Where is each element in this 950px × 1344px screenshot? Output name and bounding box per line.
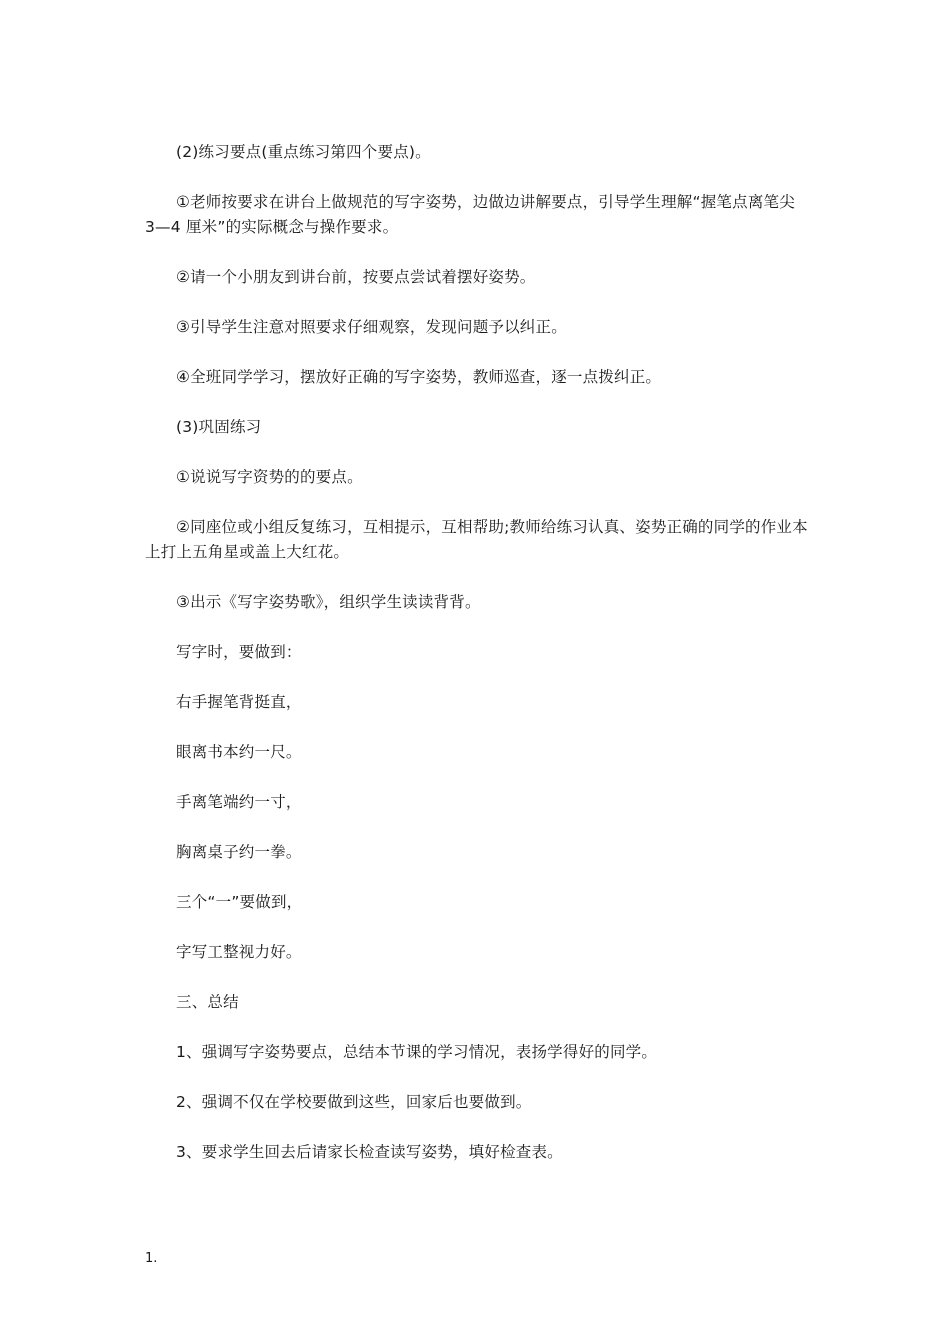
paragraph: ②同座位或小组反复练习，互相提示，互相帮助;教师给练习认真、姿势正确的同学的作业本上打上五角星或盖上大红花。 bbox=[145, 518, 808, 561]
paragraph: ③引导学生注意对照要求仔细观察，发现问题予以纠正。 bbox=[176, 318, 567, 336]
paragraph: ③出示《写字姿势歌》，组织学生读读背背。 bbox=[176, 593, 481, 611]
paragraph: 3、要求学生回去后请家长检查读写姿势，填好检查表。 bbox=[176, 1143, 563, 1161]
paragraph: 2、强调不仅在学校要做到这些，回家后也要做到。 bbox=[176, 1093, 532, 1111]
paragraph: 写字时，要做到： bbox=[176, 643, 302, 661]
document-body bbox=[145, 140, 809, 1190]
paragraph: (2)练习要点(重点练习第四个要点)。 bbox=[176, 143, 431, 161]
paragraph: ④全班同学学习，摆放好正确的写字姿势，教师巡查，逐一点拨纠正。 bbox=[176, 368, 662, 386]
poem-line: 字写工整视力好。 bbox=[176, 943, 302, 961]
poem-line: 三个“一”要做到， bbox=[176, 893, 303, 911]
paragraph: ①说说写字资势的的要点。 bbox=[176, 468, 363, 486]
paragraph: ②请一个小朋友到讲台前，按要点尝试着摆好姿势。 bbox=[176, 268, 536, 286]
poem-line: 眼离书本约一尺。 bbox=[176, 743, 302, 761]
section-heading: 三、总结 bbox=[176, 993, 239, 1011]
poem-line: 胸离桌子约一拳。 bbox=[176, 843, 302, 861]
section-heading: (3)巩固练习 bbox=[176, 418, 262, 436]
poem-line: 右手握笔背挺直， bbox=[176, 693, 302, 711]
paragraph: 1、强调写字姿势要点，总结本节课的学习情况，表扬学得好的同学。 bbox=[176, 1043, 658, 1061]
poem-line: 手离笔端约一寸， bbox=[176, 793, 302, 811]
page-number: 1. bbox=[145, 1251, 158, 1266]
paragraph: ①老师按要求在讲台上做规范的写字姿势，边做边讲解要点，引导学生理解“握笔点离笔尖 3—4 厘米”的实际概念与操作要求。 bbox=[145, 193, 795, 236]
